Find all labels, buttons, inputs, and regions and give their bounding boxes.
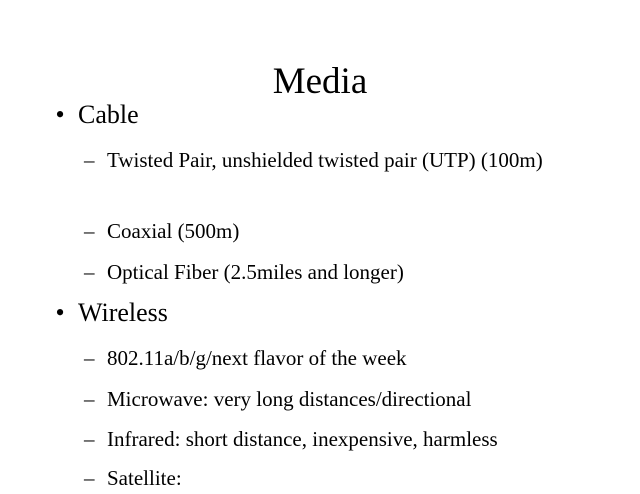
bullet-label: Wireless (78, 298, 168, 327)
sub-bullet-80211 (84, 343, 604, 373)
sub-bullet-text: Microwave: very long distances/directional (107, 387, 472, 411)
sub-bullet-text: Satellite: (107, 466, 182, 490)
sub-bullet-text: Optical Fiber (2.5miles and longer) (107, 260, 404, 284)
sub-bullet-infrared (84, 424, 604, 454)
sub-bullet-text: Twisted Pair, unshielded twisted pair (UTP) (100m) (107, 148, 543, 172)
dash-marker: – (84, 387, 95, 411)
slide-title: Media (272, 61, 368, 102)
sub-bullet-satellite (84, 463, 604, 493)
dash-marker: – (84, 219, 95, 243)
sub-bullet-text: 802.11a/b/g/next flavor of the week (107, 346, 407, 370)
dash-marker: – (84, 260, 95, 284)
sub-bullet-microwave (84, 384, 604, 414)
bullet-dot: • (55, 298, 65, 327)
dash-marker: – (84, 427, 95, 451)
bullet-label: Cable (78, 100, 139, 129)
dash-marker: – (84, 148, 95, 172)
dash-marker: – (84, 346, 95, 370)
sub-bullet-text: Coaxial (500m) (107, 219, 240, 243)
sub-bullet-text: Infrared: short distance, inexpensive, harmless (107, 427, 498, 451)
sub-bullet-twisted-pair (84, 145, 604, 175)
bullet-dot: • (55, 100, 65, 129)
sub-bullet-optical-fiber (84, 257, 604, 287)
dash-marker: – (84, 466, 95, 490)
sub-bullet-coaxial (84, 216, 604, 246)
